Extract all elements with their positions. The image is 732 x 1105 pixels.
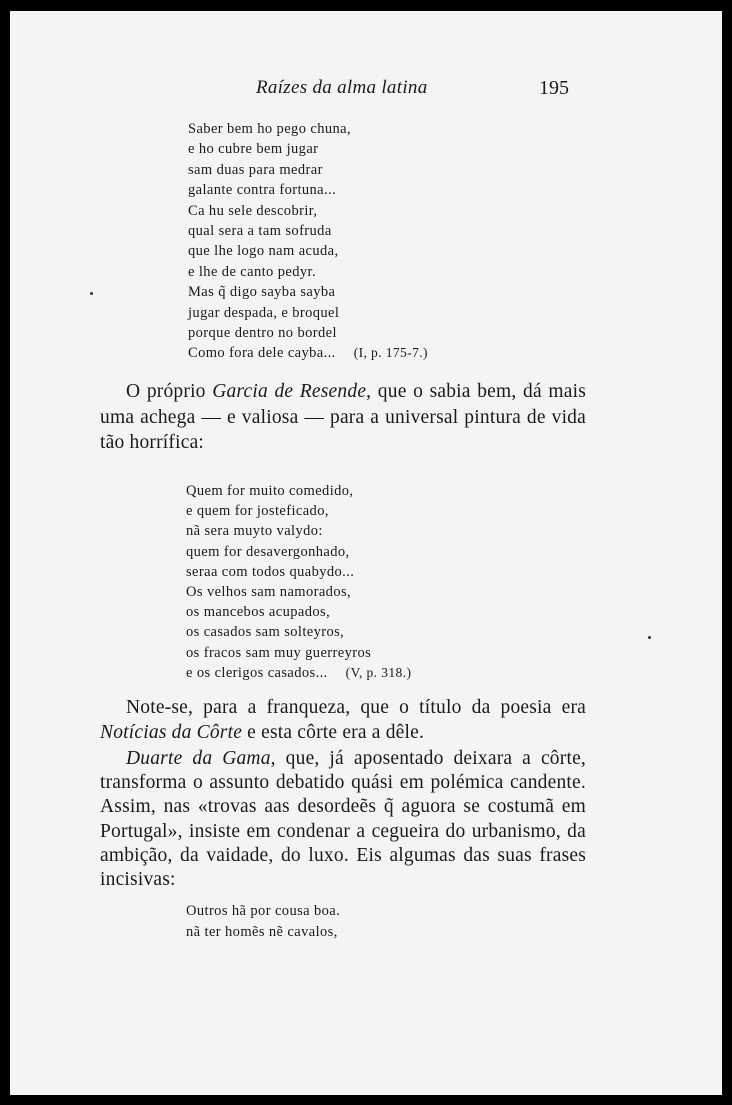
paragraph-line: tão horrífica: <box>100 432 205 453</box>
print-speck <box>648 636 651 639</box>
running-title: Raízes da alma latina <box>256 77 428 98</box>
verse-line: galante contra fortuna... <box>188 182 337 199</box>
verse-line: Mas q̃ digo sayba sayba <box>188 284 336 301</box>
paragraph-line: Portugal», insiste em condenar a cegueira do urbanismo, da <box>100 820 586 842</box>
verse-line: Quem for muito comedido, <box>186 483 354 499</box>
verse-line: os mancebos acupados, <box>186 604 331 621</box>
text-run: , que o sabia bem, dá mais <box>366 381 586 402</box>
verse-line: Outros hã por cousa boa. <box>186 903 341 919</box>
verse-line: e quem for josteficado, <box>186 503 329 520</box>
print-speck <box>90 292 93 295</box>
verse-line: quem for desavergonhado, <box>186 543 350 560</box>
paragraph-line <box>100 747 586 771</box>
verse-line: seraa com todos quabydo... <box>186 563 355 580</box>
verse-block-2 <box>186 481 411 683</box>
verse-line: Como fora dele cayba... <box>188 345 336 362</box>
paragraph-line <box>100 721 586 746</box>
verse-block-1 <box>188 119 428 364</box>
text-run: , que, já aposentado deixara a côrte, <box>270 748 586 769</box>
paragraph-line: incisivas: <box>100 869 176 891</box>
paragraph-line: transforma o assunto debatido quási em polémica candente. <box>100 772 586 794</box>
work-title: Notícias da Côrte <box>100 721 243 743</box>
paragraph-2 <box>100 696 586 745</box>
verse-citation: (V, p. 318.) <box>345 664 412 680</box>
author-name: Duarte da Gama <box>126 748 271 769</box>
paragraph-3 <box>100 747 586 892</box>
text-run: e esta côrte era a dêle. <box>242 721 425 743</box>
verse-line: porque dentro no bordel <box>188 325 337 342</box>
text-run: O próprio <box>126 381 213 402</box>
verse-line: Os velhos sam namorados, <box>186 584 352 601</box>
verse-line-with-citation <box>186 663 411 683</box>
verse-line: os casados sam solteyros, <box>186 624 345 641</box>
paragraph-1 <box>100 379 586 456</box>
verse-block-3 <box>186 901 340 942</box>
author-name: Garcia de Resende <box>212 381 367 402</box>
verse-line: Saber bem ho pego chuna, <box>188 121 352 137</box>
verse-line: nã sera muyto valydo: <box>186 523 323 540</box>
paragraph-line: ambição, da vaidade, do luxo. Eis algumas das suas frases <box>100 844 586 866</box>
page-number: 195 <box>539 77 569 99</box>
paragraph-line: Note-se, para a franqueza, que o título da poesia era <box>126 697 586 718</box>
verse-citation: (I, p. 175-7.) <box>353 345 428 361</box>
verse-line: Ca hu sele descobrir, <box>188 202 318 219</box>
verse-line: os fracos sam muy guerreyros <box>186 644 372 661</box>
verse-line: e os clerigos casados... <box>186 664 328 681</box>
book-page <box>10 11 722 1095</box>
paragraph-line: Assim, nas «trovas aas desordeẽs q̃ aguora se costumã em <box>100 796 586 818</box>
verse-line-with-citation <box>188 343 428 363</box>
verse-line: e ho cubre bem jugar <box>188 141 319 158</box>
paragraph-line <box>100 379 586 405</box>
verse-line: e lhe de canto pedyr. <box>188 263 316 280</box>
paragraph-line: uma achega — e valiosa — para a universal pintura de vida <box>100 406 586 428</box>
verse-line: jugar despada, e broquel <box>188 304 340 321</box>
verse-line: qual sera a tam sofruda <box>188 223 332 240</box>
verse-line: sam duas para medrar <box>188 161 323 178</box>
verse-line: que lhe logo nam acuda, <box>188 243 339 260</box>
verse-line: nã ter homẽs nẽ cavalos, <box>186 923 338 940</box>
page-header <box>10 77 722 107</box>
